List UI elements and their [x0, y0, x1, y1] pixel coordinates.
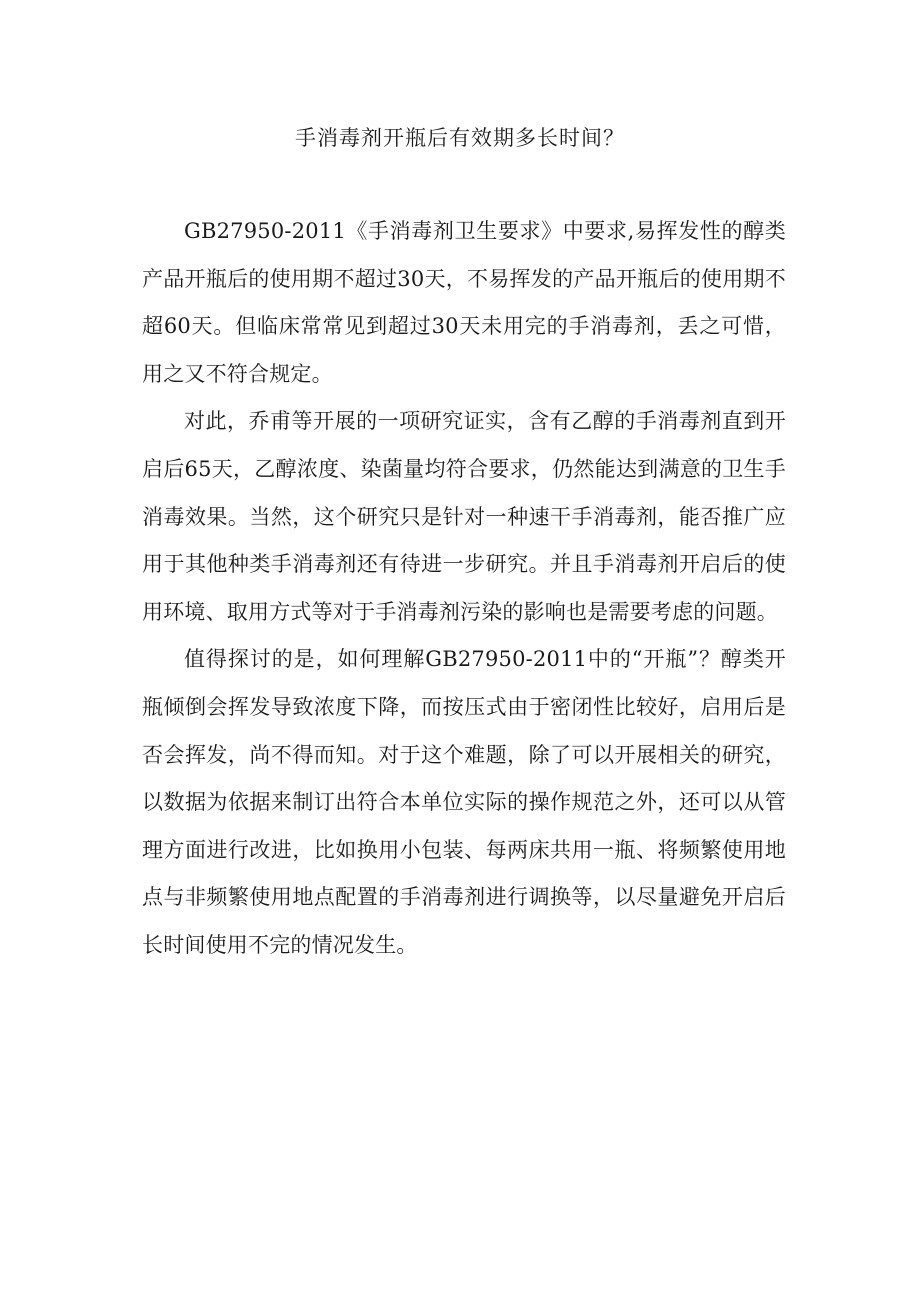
document-body [142, 208, 786, 970]
paragraph-2: 对此，乔甫等开展的一项研究证实，含有乙醇的手消毒剂直到开启后65天，乙醇浓度、染菌量均符合要求，仍然能达到满意的卫生手消毒效果。当然，这个研究只是针对一种速干手消毒剂，能否推广应用于其他种类手消毒剂还有待进一步研究。并且手消毒剂开启后的使用环境、取用方式等对于手消毒剂污染的影响也是需要考虑的问题。 [142, 409, 786, 624]
paragraph-1: GB27950-2011《手消毒剂卫生要求》中要求,易挥发性的醇类产品开瓶后的使用期不超过30天，不易挥发的产品开瓶后的使用期不超60天。但临床常常见到超过30天未用完的手消毒剂，丢之可惜，用之又不符合规定。 [142, 219, 786, 386]
document-title: 手消毒剂开瓶后有效期多长时间？ [295, 126, 625, 150]
paragraph-3: 值得探讨的是，如何理解GB27950-2011中的“开瓶”？醇类开瓶倾倒会挥发导致浓度下降，而按压式由于密闭性比较好，启用后是否会挥发，尚不得而知。对于这个难题，除了可以开展相关的研究，以数据为依据来制订出符合本单位实际的操作规范之外，还可以从管理方面进行改进，比如换用小包装、每两床共用一瓶、将频繁使用地点与非频繁使用地点配置的手消毒剂进行调换等，以尽量避免开启后长时间使用不完的情况发生。 [142, 647, 786, 957]
